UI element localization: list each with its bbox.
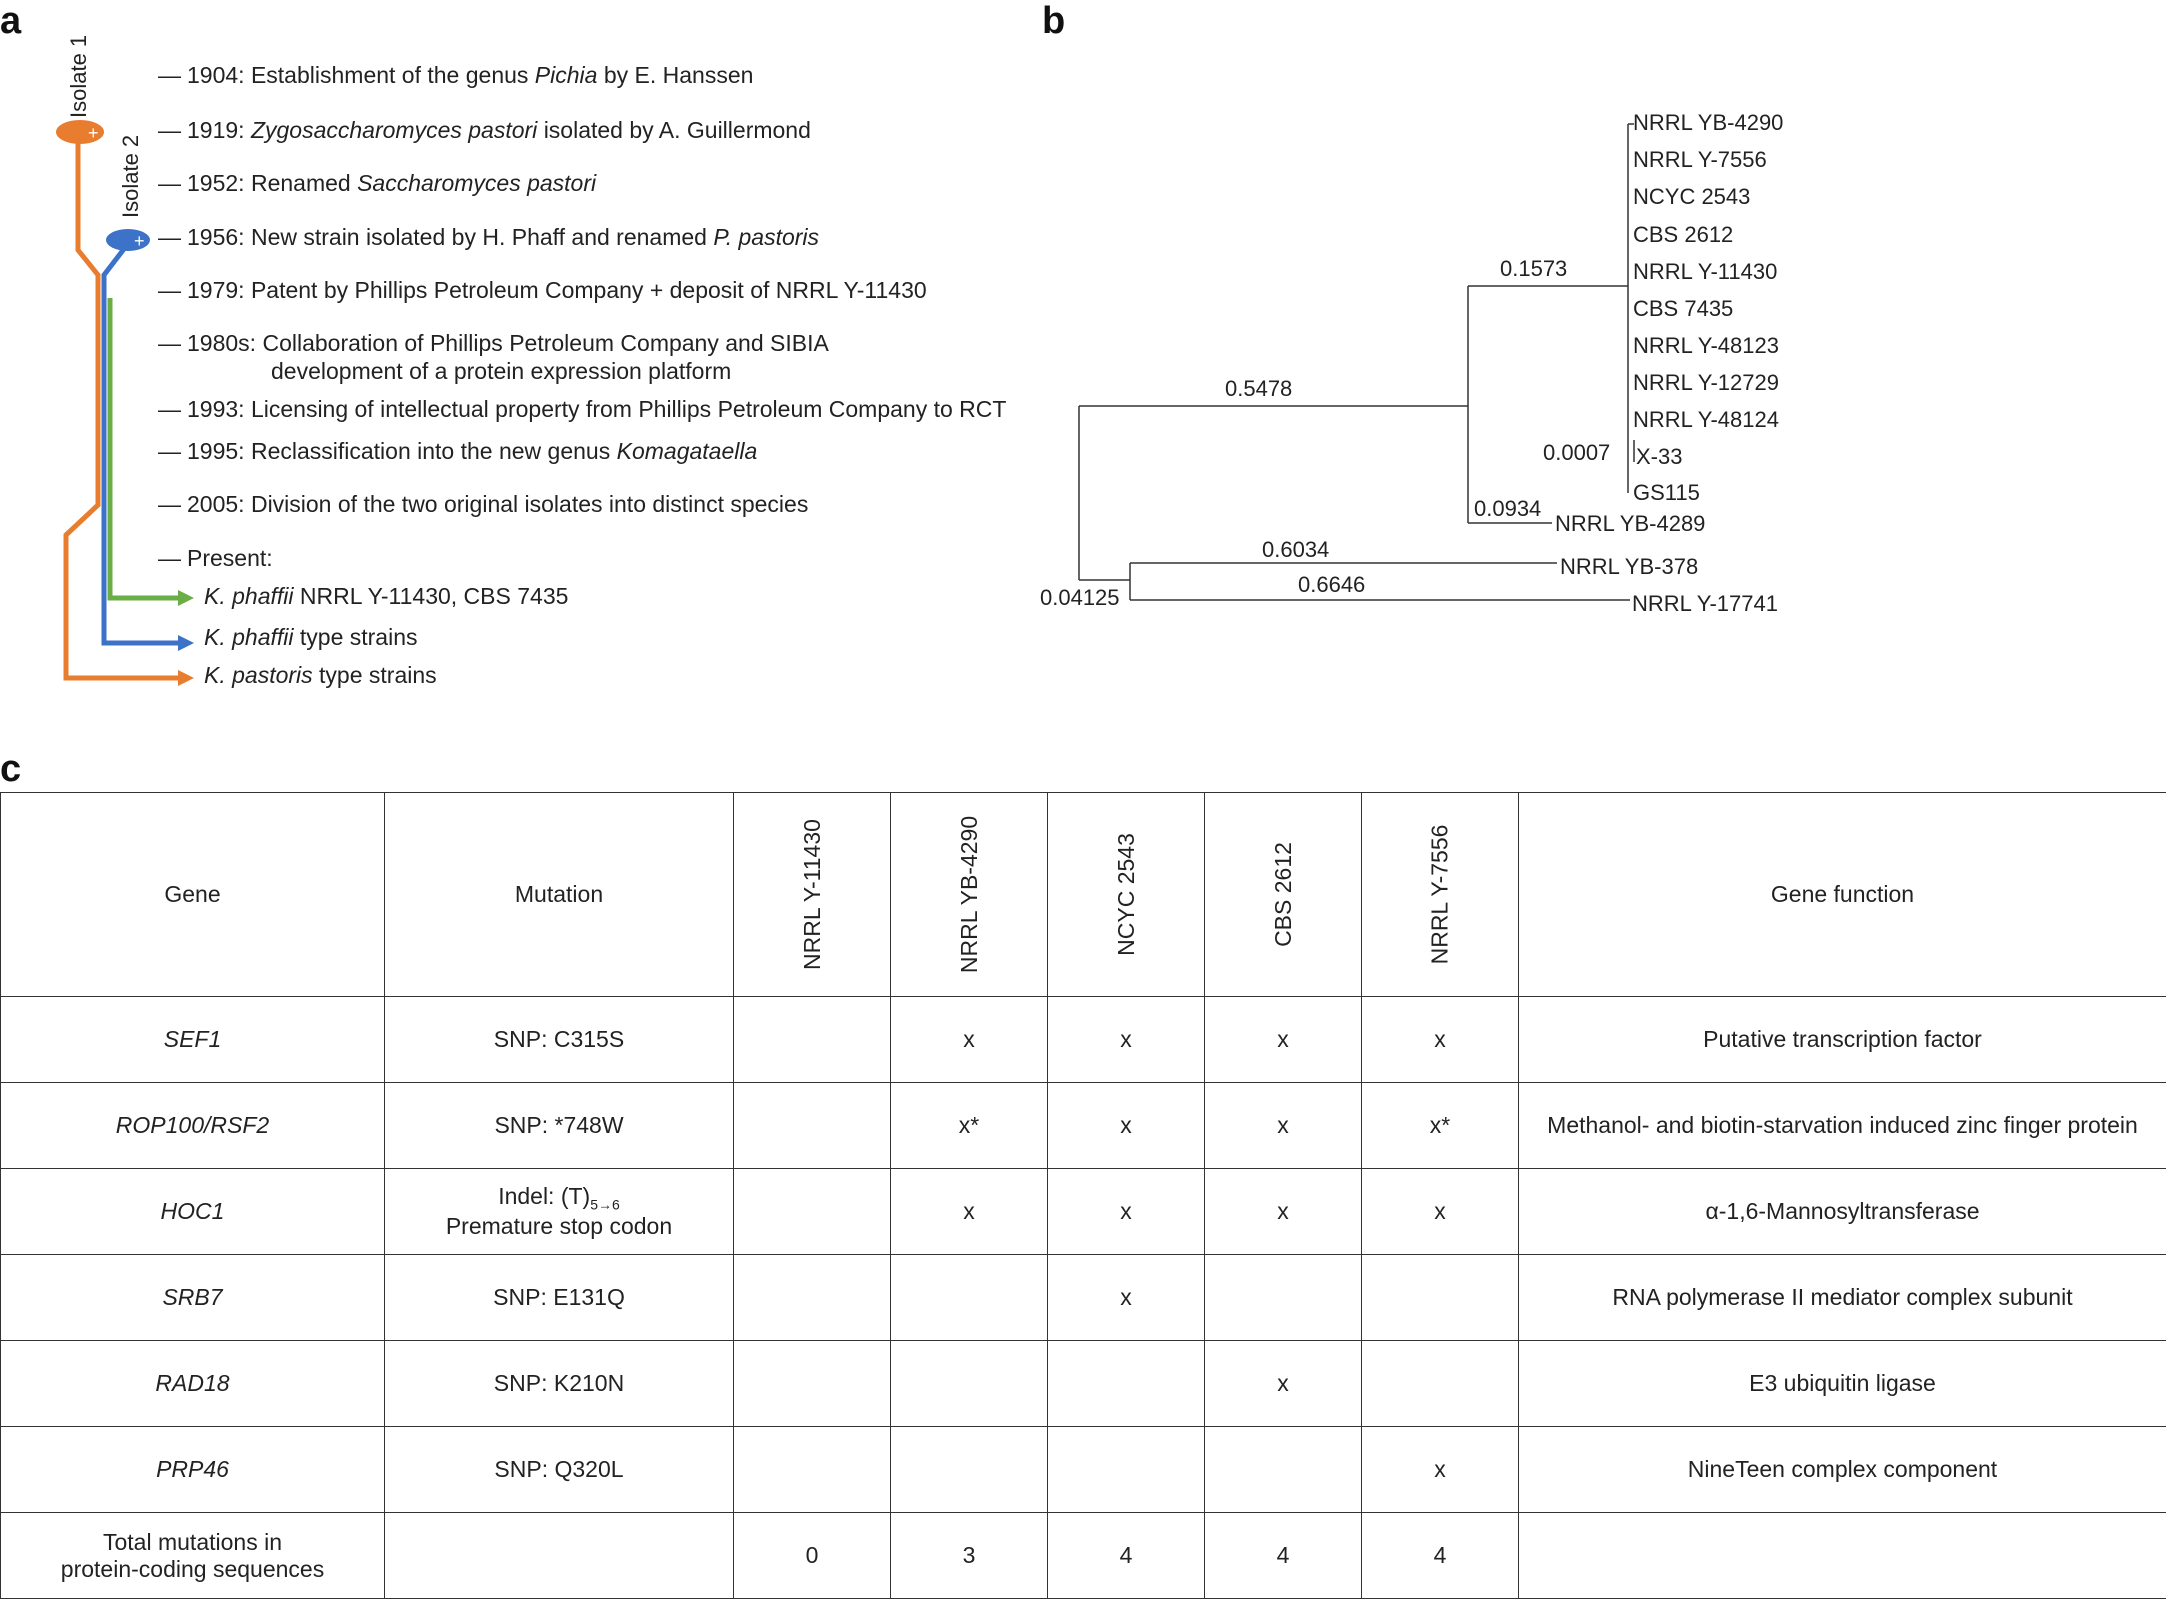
mark-cell: x* bbox=[891, 1083, 1048, 1169]
mark-cell bbox=[891, 1255, 1048, 1341]
tree-leaf: NRRL Y-12729 bbox=[1633, 370, 1779, 395]
mark-cell bbox=[891, 1341, 1048, 1427]
mark-cell: x bbox=[1048, 1169, 1205, 1255]
mark-cell bbox=[891, 1427, 1048, 1513]
mark-cell: x* bbox=[1362, 1083, 1519, 1169]
header-gene-function: Gene function bbox=[1519, 793, 2166, 997]
tree-leaf: NRRL Y-7556 bbox=[1633, 147, 1767, 172]
gene-cell: PRP46 bbox=[1, 1427, 385, 1513]
header-gene: Gene bbox=[1, 793, 385, 997]
mark-cell bbox=[734, 1341, 891, 1427]
mark-cell: x bbox=[1362, 1169, 1519, 1255]
function-cell: α-1,6-Mannosyltransferase bbox=[1519, 1169, 2166, 1255]
timeline-event-continuation: development of a protein expression platform bbox=[271, 358, 732, 384]
panel-label-c: c bbox=[0, 748, 22, 790]
branch-length-label: 0.6034 bbox=[1262, 537, 1330, 562]
mark-cell bbox=[734, 1169, 891, 1255]
total-label-cell: Total mutations in protein-coding sequences bbox=[1, 1513, 385, 1599]
mark-cell bbox=[1205, 1255, 1362, 1341]
header-mutation: Mutation bbox=[385, 793, 734, 997]
timeline-event: — 1980s: Collaboration of Phillips Petroleum Company and SIBIA bbox=[158, 330, 829, 356]
timeline-event: — 1952: Renamed Saccharomyces pastori bbox=[158, 170, 597, 196]
tree-leaf: NRRL Y-17741 bbox=[1632, 591, 1778, 616]
tree-leaf: NRRL YB-378 bbox=[1560, 554, 1699, 579]
isolate-2-cell-icon bbox=[106, 229, 150, 251]
tree-leaf: NRRL YB-4289 bbox=[1555, 511, 1706, 536]
panel-label-b: b bbox=[1042, 0, 1066, 42]
mutation-cell: SNP: K210N bbox=[385, 1341, 734, 1427]
timeline-event: — 2005: Division of the two original isolates into distinct species bbox=[158, 491, 809, 517]
mark-cell: x bbox=[1205, 1341, 1362, 1427]
branch-length-label: 0.0007 bbox=[1543, 440, 1611, 465]
total-count-cell: 0 bbox=[734, 1513, 891, 1599]
branch-length-label: 0.1573 bbox=[1500, 256, 1568, 281]
gene-cell: ROP100/RSF2 bbox=[1, 1083, 385, 1169]
timeline-event: — 1979: Patent by Phillips Petroleum Company + deposit of NRRL Y-11430 bbox=[158, 277, 927, 303]
mark-cell: x bbox=[1048, 1083, 1205, 1169]
mark-cell: x bbox=[1205, 1083, 1362, 1169]
mark-cell: x bbox=[891, 997, 1048, 1083]
gene-cell: HOC1 bbox=[1, 1169, 385, 1255]
gene-cell: SEF1 bbox=[1, 997, 385, 1083]
branch-length-label: 0.04125 bbox=[1040, 585, 1120, 610]
svg-text:+: + bbox=[88, 123, 99, 143]
header-strain: CBS 2612 bbox=[1205, 793, 1362, 997]
isolate-1-label: Isolate 1 bbox=[66, 34, 91, 118]
outcome-kphaffii-type: K. phaffii type strains bbox=[204, 624, 418, 650]
timeline-event: — Present: bbox=[158, 545, 273, 571]
tree-branches bbox=[1079, 124, 1634, 600]
total-count-cell: 4 bbox=[1362, 1513, 1519, 1599]
gene-cell: RAD18 bbox=[1, 1341, 385, 1427]
isolate-2-label: Isolate 2 bbox=[118, 134, 143, 218]
total-count-cell: 3 bbox=[891, 1513, 1048, 1599]
timeline-event: — 1956: New strain isolated by H. Phaff and renamed P. pastoris bbox=[158, 224, 820, 250]
timeline-event: — 1993: Licensing of intellectual property from Phillips Petroleum Company to RCT bbox=[158, 396, 1007, 422]
function-cell: RNA polymerase II mediator complex subunit bbox=[1519, 1255, 2166, 1341]
header-strain: NRRL Y-7556 bbox=[1362, 793, 1519, 997]
table-row bbox=[1, 1255, 2166, 1341]
mark-cell bbox=[1205, 1427, 1362, 1513]
tree-leaf: NCYC 2543 bbox=[1633, 184, 1751, 209]
mark-cell: x bbox=[1205, 997, 1362, 1083]
function-cell: E3 ubiquitin ligase bbox=[1519, 1341, 2166, 1427]
table-row bbox=[1, 1341, 2166, 1427]
branch-length-label: 0.0934 bbox=[1474, 496, 1542, 521]
branch-length-label: 0.6646 bbox=[1298, 572, 1366, 597]
mark-cell bbox=[734, 1255, 891, 1341]
function-cell bbox=[1519, 1513, 2166, 1599]
table-row bbox=[1, 1083, 2166, 1169]
gene-cell: SRB7 bbox=[1, 1255, 385, 1341]
mutation-table bbox=[0, 792, 2166, 1599]
mutation-cell: Indel: $(T)_{5\to 6}$ Premature stop codon bbox=[385, 1169, 734, 1255]
mutation-cell: SNP: C315S bbox=[385, 997, 734, 1083]
total-count-cell: 4 bbox=[1048, 1513, 1205, 1599]
tree-leaf: X-33 bbox=[1636, 444, 1683, 469]
svg-text:+: + bbox=[134, 231, 145, 251]
mark-cell: x bbox=[1048, 997, 1205, 1083]
phylogenetic-tree bbox=[1030, 100, 1830, 630]
branch-length-label: 0.5478 bbox=[1225, 376, 1293, 401]
timeline-event: — 1919: Zygosaccharomyces pastori isolated by A. Guillermond bbox=[158, 117, 811, 143]
header-strain: NCYC 2543 bbox=[1048, 793, 1205, 997]
tree-leaf: NRRL Y-48123 bbox=[1633, 333, 1779, 358]
function-cell: Methanol- and biotin-starvation induced zinc finger protein bbox=[1519, 1083, 2166, 1169]
mark-cell: x bbox=[1362, 1427, 1519, 1513]
green-arrowhead bbox=[178, 590, 194, 606]
timeline-event: — 1995: Reclassification into the new genus Komagataella bbox=[158, 438, 758, 464]
mark-cell bbox=[734, 997, 891, 1083]
mark-cell bbox=[1048, 1427, 1205, 1513]
tree-leaf: CBS 7435 bbox=[1633, 296, 1734, 321]
mark-cell bbox=[1048, 1341, 1205, 1427]
mark-cell: x bbox=[891, 1169, 1048, 1255]
total-count-cell: 4 bbox=[1205, 1513, 1362, 1599]
outcome-kphaffii-strains: K. phaffii NRRL Y-11430, CBS 7435 bbox=[204, 583, 569, 609]
mark-cell: x bbox=[1048, 1255, 1205, 1341]
mark-cell: x bbox=[1362, 997, 1519, 1083]
header-strain: NRRL Y-11430 bbox=[734, 793, 891, 997]
mark-cell: x bbox=[1205, 1169, 1362, 1255]
table-row bbox=[1, 1169, 2166, 1255]
mutation-cell: SNP: E131Q bbox=[385, 1255, 734, 1341]
mutation-cell: SNP: *748W bbox=[385, 1083, 734, 1169]
outcome-kpastoris-type: K. pastoris type strains bbox=[204, 662, 437, 688]
table-header-row bbox=[1, 793, 2166, 997]
function-cell: NineTeen complex component bbox=[1519, 1427, 2166, 1513]
mark-cell bbox=[734, 1083, 891, 1169]
tree-leaf: NRRL Y-11430 bbox=[1633, 259, 1778, 284]
mark-cell bbox=[734, 1427, 891, 1513]
mark-cell bbox=[1362, 1341, 1519, 1427]
isolate-1-cell-icon bbox=[56, 120, 104, 144]
function-cell: Putative transcription factor bbox=[1519, 997, 2166, 1083]
tree-leaf: CBS 2612 bbox=[1633, 222, 1734, 247]
tree-leaf: NRRL YB-4290 bbox=[1633, 110, 1784, 135]
panel-label-a: a bbox=[0, 0, 22, 42]
orange-arrowhead bbox=[178, 670, 194, 686]
mark-cell bbox=[1362, 1255, 1519, 1341]
table-row bbox=[1, 997, 2166, 1083]
total-row bbox=[1, 1513, 2166, 1599]
timeline-event: — 1904: Establishment of the genus Pichia by E. Hanssen bbox=[158, 62, 754, 88]
mutation-cell: SNP: Q320L bbox=[385, 1427, 734, 1513]
header-strain: NRRL YB-4290 bbox=[891, 793, 1048, 997]
tree-leaf: NRRL Y-48124 bbox=[1633, 407, 1779, 432]
tree-leaf: GS115 bbox=[1633, 480, 1700, 505]
table-row bbox=[1, 1427, 2166, 1513]
blue-arrowhead bbox=[178, 635, 194, 651]
mutation-cell bbox=[385, 1513, 734, 1599]
